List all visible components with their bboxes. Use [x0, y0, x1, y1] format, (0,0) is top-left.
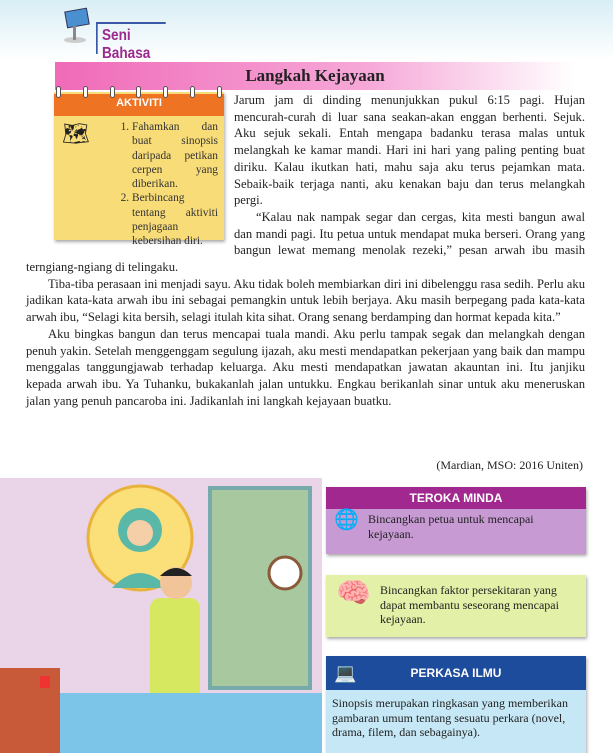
- activity-item: 2. Berbincang tentang aktiviti penjagaan kebersihan diri.: [132, 191, 218, 248]
- bedroom-illustration: [0, 478, 322, 753]
- teroka-minda-text: Bincangkan petua untuk mencapai kejayaan.: [368, 512, 534, 541]
- computer-logo-icon: [58, 6, 92, 46]
- paragraph: Jarum jam di dinding menunjukkan pukul 6:15 pagi. Hujan mencurah-curah di luar sana seakan-akan enggan berhenti. Sejuk. Aku sejuk sekali. Entah mengapa badanku terasa malas untuk melangkah ke kamar mandi. Hari ini hari yang paling penting buat diriku. Kalau ikutkan hati, mahu saja aku terus pejamkan mata. Sebaik-baik terjaga nanti, aku kenakan baju dan terus melangkah pergi.: [234, 93, 585, 208]
- citation: (Mardian, MSO: 2016 Uniten): [436, 458, 583, 472]
- perkasa-ilmu-text: Sinopsis merupakan ringkasan yang memberikan gambaran umum tentang sesuatu perkara (novel, drama, filem, dan sebagainya).: [332, 696, 568, 739]
- section-label: Seni Bahasa: [96, 22, 166, 54]
- paragraph: Tiba-tiba perasaan ini menjadi sayu. Aku tidak boleh membiarkan diri ini dibelenggu rasa sedih. Perlu aku jadikan kata-kata arwah ibu ini sebagai pemangkin untuk lebih berjaya. Aku masih berpegang pada kata-kata arwah ibu, “Selagi kita bersih, selagi itulah kita sihat. Orang senang berdamping dan hormat kepada kita.”: [26, 276, 585, 325]
- brain-icon: 🧠: [336, 578, 371, 609]
- activity-box: [54, 92, 224, 248]
- teroka-minda-heading: TEROKA MINDA: [326, 487, 586, 509]
- activity-heading: AKTIVITI: [54, 94, 224, 116]
- discussion-box: [326, 575, 586, 637]
- perkasa-ilmu-heading: PERKASA ILMU: [410, 666, 502, 680]
- paragraph: Aku bingkas bangun dan terus mencapai tuala mandi. Aku perlu tampak segak dan melangkah dengan penuh yakin. Setelah menggenggam segulung ijazah, aku mesti mendapatkan pekerjaan yang baik dan mampu menggalas tanggungjawab terhadap keluarga. Aku mesti mendapatkan jawatan akauntan ini. Itu janjiku kepada arwah ibu. Ya Tuhanku, bukakanlah jalan untukku. Engkau berikanlah sinar untuk aku meneruskan jalan yang penuh pancaroba ini. Jadikanlah ini langkah kejayaan buatku.: [26, 326, 585, 408]
- activity-item: 1. Fahamkan dan buat sinopsis daripada petikan cerpen yang diberikan.: [132, 120, 218, 191]
- perkasa-ilmu-box: [326, 656, 586, 753]
- teroka-minda-box: [326, 487, 586, 554]
- discussion-text: Bincangkan faktor persekitaran yang dapat membantu seseorang mencapai kejayaan.: [380, 583, 559, 626]
- map-icon: 🗺: [62, 121, 90, 146]
- story-text: [26, 92, 585, 409]
- globe-book-icon: 🌐: [334, 509, 359, 531]
- computer-icon: 💻: [334, 663, 357, 683]
- page-title: Langkah Kejayaan: [55, 62, 575, 90]
- paragraph: “Kalau nak nampak segar dan cergas, kita mesti bangun awal dan mandi pagi. Itu petua untuk mendapat muka berseri. Orang yang bangun lewat memang menolak rezeki,” pesan arwah ibu masih terngiang-ngiang di telingaku.: [26, 209, 585, 275]
